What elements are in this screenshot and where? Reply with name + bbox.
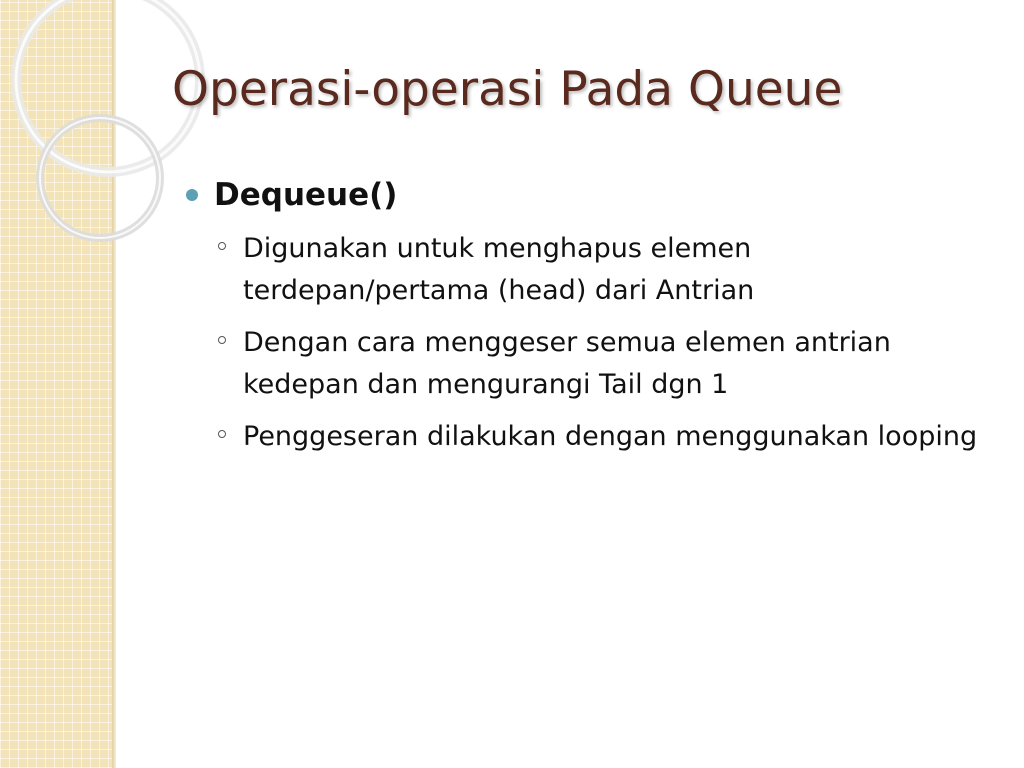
sub-bullet-text: Penggeseran dilakukan dengan menggunakan looping: [243, 421, 978, 452]
bullet-text: Dequeue(): [214, 177, 398, 213]
slide-title: Operasi-operasi Pada Queue: [172, 62, 843, 117]
hollow-circle-bullet-icon: [218, 336, 226, 344]
decorative-rings: [0, 0, 140, 260]
sub-bullet-item: [216, 322, 986, 406]
bullet-item: [186, 172, 986, 218]
hollow-circle-bullet-icon: [218, 242, 226, 250]
slide-content: [186, 172, 986, 458]
sub-bullet-item: [216, 228, 986, 312]
decorative-ring-small-highlight: [40, 118, 160, 238]
filled-circle-bullet-icon: [186, 189, 198, 201]
sub-bullet-text: Digunakan untuk menghapus elemen terdepan/pertama (head) dari Antrian: [243, 233, 755, 306]
sub-bullet-text: Dengan cara menggeser semua elemen antrian kedepan dan mengurangi Tail dgn 1: [243, 327, 891, 400]
sub-bullet-item: [216, 416, 986, 458]
hollow-circle-bullet-icon: [218, 430, 226, 438]
